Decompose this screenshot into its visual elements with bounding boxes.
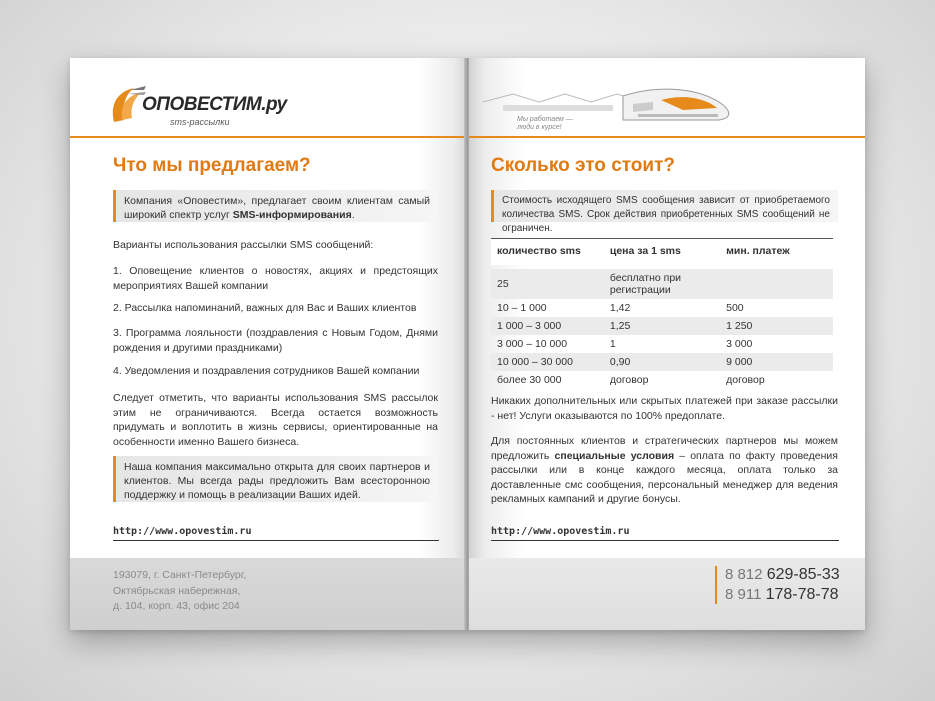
variants-title: Варианты использования рассылки SMS сообщений:	[113, 239, 374, 251]
table-cell: более 30 000	[497, 374, 562, 386]
intro-bold: SMS-информирования	[232, 209, 352, 221]
price-table	[491, 238, 833, 389]
footer-rule	[491, 540, 839, 541]
table-cell: 1,42	[609, 302, 631, 314]
table-cell: 25	[491, 269, 604, 299]
column-header-quantity: количество sms	[491, 239, 604, 266]
table-cell: 0,90	[604, 353, 720, 371]
address-line-1: 193079, г. Санкт-Петербург,	[113, 569, 247, 581]
phone-2-number: 178-78-78	[765, 586, 839, 603]
table-cell: 3 000	[726, 338, 753, 350]
table-row	[491, 353, 833, 371]
header-rule	[70, 136, 466, 138]
phone-accent-bar	[715, 566, 717, 604]
address-line-2: Октябрьская набережная,	[113, 584, 241, 597]
left-page	[70, 58, 466, 630]
cost-intro-box	[491, 190, 838, 234]
address	[113, 568, 246, 615]
table-cell: 1 250	[720, 317, 833, 335]
table-cell: договор	[609, 374, 649, 386]
intro-box	[113, 190, 438, 222]
partners-paragraph	[491, 434, 838, 507]
website-link[interactable]: http://www.opovestim.ru	[491, 526, 630, 537]
closing-text: Наша компания максимально открыта для своих партнеров и клиентов. Мы всегда рады предложить Вам всесторонною поддержку и помощь в реализации Ваших идей.	[124, 461, 430, 501]
left-footer	[70, 558, 466, 630]
no-hidden-fees: Никаких дополнительных или скрытых платежей при заказе рассылки - нет! Услуги оказываются по 100% предоплате.	[491, 395, 838, 422]
phone-1	[725, 566, 840, 584]
partners-text: Для постоянных клиентов и стратегических партнеров мы можем предложить	[491, 435, 838, 462]
website-link[interactable]: http://www.opovestim.ru	[113, 526, 252, 537]
phone-2	[725, 586, 839, 604]
closing-box	[113, 456, 438, 502]
list-item-3: 3. Программа лояльности (поздравления с Новым Годом, Днями рождения и другими праздниками)	[113, 327, 438, 354]
address-line-3: д. 104, корп. 43, офис 204	[113, 600, 240, 612]
logo	[108, 80, 298, 130]
table-row	[491, 371, 833, 389]
brochure-spread	[70, 58, 865, 630]
page-heading: Сколько это стоит?	[491, 155, 676, 176]
table-row	[491, 317, 833, 335]
table-cell: 3 000 – 10 000	[497, 338, 568, 350]
list-item-1: 1. Оповещение клиентов о новостях, акциях и предстоящих мероприятиях Вашей компании	[113, 265, 438, 292]
table-cell: 9 000	[720, 353, 833, 371]
cost-intro-text: Стоимость исходящего SMS сообщения зависит от приобретаемого количества SMS. Срок действия приобретенных SMS сообщений не ограничен.	[502, 195, 830, 234]
logo-name: ОПОВЕСТИМ.ру	[142, 94, 287, 115]
table-cell: 10 000 – 30 000	[491, 353, 604, 371]
table-row	[491, 269, 833, 299]
table-cell: 500	[726, 302, 744, 314]
footer-rule	[113, 540, 439, 541]
table-cell	[720, 269, 833, 299]
table-row	[491, 299, 833, 317]
page-heading: Что мы предлагаем?	[113, 155, 311, 176]
column-header-minpay: мин. платеж	[720, 239, 833, 266]
table-row	[491, 335, 833, 353]
table-cell: 1	[609, 338, 616, 350]
column-header-price: цена за 1 sms	[604, 239, 720, 266]
list-item-2: 2. Рассылка напоминаний, важных для Вас и Ваших клиентов	[113, 302, 417, 314]
partners-suffix: – оплата по факту проведения рассылки или в конце каждого месяца, оплата только за доставленные смс сообщения, персональный менеджер для ведения рекламных кампаний и другие бонусы.	[491, 449, 838, 505]
table-cell: 1 000 – 3 000	[491, 317, 604, 335]
note-paragraph: Следует отметить, что варианты использования SMS рассылок этим не ограничиваются. Всегда остается возможность придумать и воплотить в жизнь сервисы, ориентированные на особенности именно Вашего бизнеса.	[113, 392, 438, 448]
intro-suffix: .	[351, 209, 355, 221]
phone-2-code: 8 911	[725, 586, 762, 603]
right-footer	[469, 558, 865, 630]
list-item-4: 4. Уведомления и поздравления сотрудников Вашей компании	[113, 365, 420, 377]
logo-tagline: sms-рассылки	[170, 117, 230, 127]
partners-bold: специальные условия	[554, 449, 675, 462]
phone-1-number: 629-85-33	[766, 566, 840, 583]
price-table-header	[491, 239, 833, 266]
intro-text: Компания «Оповестим», предлагает своим клиентам самый широкий спектр услуг	[124, 195, 430, 221]
header-rule	[469, 136, 865, 138]
phone-1-code: 8 812	[725, 566, 763, 583]
table-cell: 1,25	[604, 317, 720, 335]
table-cell: бесплатно при регистрации	[604, 269, 720, 299]
table-cell: 10 – 1 000	[497, 302, 547, 314]
train-caption: Мы работаем — люди в курсе!	[517, 116, 573, 131]
right-page	[469, 58, 865, 630]
table-cell: договор	[726, 374, 765, 386]
